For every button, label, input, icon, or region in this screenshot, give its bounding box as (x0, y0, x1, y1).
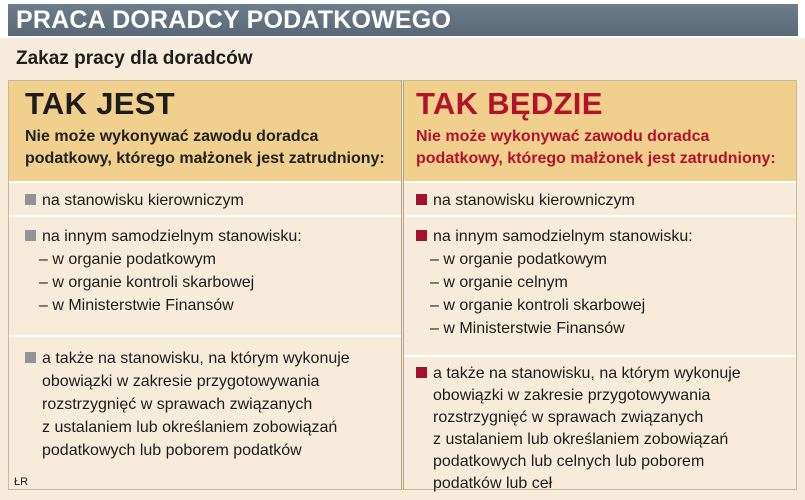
panel-current-description-line: podatkowy, którego małżonek jest zatrudniony: (25, 150, 385, 167)
list-item: – w Ministerstwie Finansów (39, 297, 234, 314)
list-item: – w organie podatkowym (430, 251, 607, 268)
row-text-line: rozstrzygnięć w sprawach związanych (433, 409, 704, 426)
panel-future-description-line: podatkowy, którego małżonek jest zatrudniony: (416, 150, 776, 167)
row-text: na stanowisku kierowniczym (433, 192, 635, 209)
row-text-line: obowiązki w zakresie przygotowywania (433, 387, 711, 404)
panel-current-description (25, 126, 389, 170)
header-bar (0, 0, 805, 38)
bullet-square-icon (416, 367, 427, 378)
panel-future-header (404, 81, 796, 183)
panel-current-row-3 (9, 337, 401, 462)
panel-current-header (9, 81, 401, 183)
row-text-line: podatków lub ceł (433, 475, 553, 492)
author-credit: ŁR (14, 476, 29, 488)
panel-future-row-2 (404, 217, 796, 357)
bullet-square-icon (416, 194, 427, 205)
list-item: – w organie podatkowym (39, 251, 216, 268)
list-item: – w Ministerstwie Finansów (430, 320, 625, 337)
panel-future-title: TAK BĘDZIE (416, 86, 603, 121)
panel-current (8, 80, 401, 490)
row-text: na stanowisku kierowniczym (42, 192, 244, 209)
row-text-line: z ustalaniem lub określaniem zobowiązań (433, 431, 729, 448)
bullet-square-icon (25, 194, 36, 205)
list-item: – w organie kontroli skarbowej (39, 274, 255, 291)
row-text: a także na stanowisku, na którym wykonuje (433, 365, 741, 382)
panel-future-description-line: Nie może wykonywać zawodu doradca (416, 128, 710, 145)
panel-current-title: TAK JEST (25, 86, 175, 121)
panel-current-row-2 (9, 217, 401, 337)
panel-current-description-line: Nie może wykonywać zawodu doradca (25, 128, 319, 145)
row-text-line: podatkowych lub celnych lub poborem (433, 453, 705, 470)
row-text-line: obowiązki w zakresie przygotowywania (42, 373, 320, 390)
bullet-square-icon (25, 352, 36, 363)
row-text-line: podatkowych lub poborem podatków (42, 442, 302, 459)
row-text: na innym samodzielnym stanowisku: (42, 228, 302, 245)
row-text-line: rozstrzygnięć w sprawach związanych (42, 396, 313, 413)
row-text: na innym samodzielnym stanowisku: (433, 228, 693, 245)
panel-future-row-1 (404, 183, 796, 217)
bullet-square-icon (25, 230, 36, 241)
row-text-line: z ustalaniem lub określaniem zobowiązań (42, 419, 338, 436)
bullet-square-icon (416, 230, 427, 241)
panel-future (401, 80, 797, 490)
panel-current-row-1 (9, 183, 401, 217)
panel-future-description (416, 126, 784, 170)
panel-future-row-3 (404, 357, 796, 495)
row-text: a także na stanowisku, na którym wykonuje (42, 350, 350, 367)
list-item: – w organie celnym (430, 274, 568, 291)
subtitle: Zakaz pracy dla doradców (16, 48, 253, 69)
page-title: PRACA DORADCY PODATKOWEGO (8, 4, 798, 36)
list-item: – w organie kontroli skarbowej (430, 297, 646, 314)
